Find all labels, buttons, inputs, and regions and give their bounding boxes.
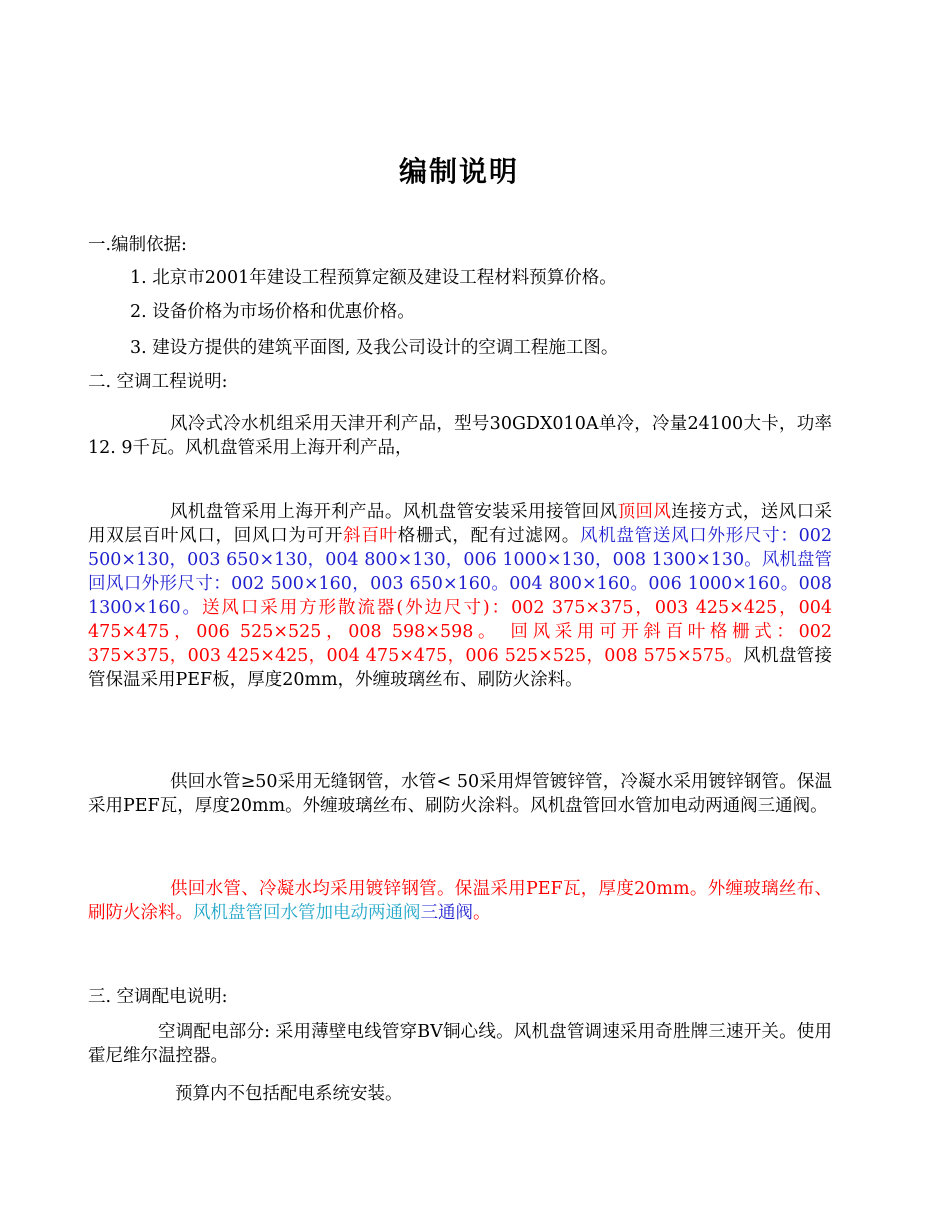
section1-item-3: 3. 建设方提供的建筑平面图, 及我公司设计的空调工程施工图。 — [130, 338, 619, 358]
section1-item-1: 1. 北京市2001年建设工程预算定额及建设工程材料预算价格。 — [130, 268, 617, 288]
page-title: 编制说明 — [398, 155, 519, 188]
p2-text-3: 格栅式，配有过滤网。 — [397, 526, 580, 546]
p2-highlight-top-return: 顶回风 — [617, 502, 672, 522]
p4-text-end: 。 — [473, 903, 491, 923]
section2-paragraph-2 — [88, 500, 832, 692]
section2-paragraph-1: 风冷式冷水机组采用天津开利产品，型号30GDX010A单冷，冷量24100大卡，功率12. 9千瓦。风机盘管采用上海开利产品， — [88, 414, 832, 458]
section3-paragraph-2: 预算内不包括配电系统安装。 — [175, 1084, 403, 1104]
section2-heading: 二. 空调工程说明: — [88, 372, 228, 392]
p4-text-red: 供回水管、冷凝水均采用镀锌钢管。保温采用PEF瓦，厚度20mm。外缠玻璃丝布、刷防火涂料。 — [88, 879, 832, 923]
p4-text-blue: 三通阀 — [420, 903, 473, 923]
p2-text-1: 风机盘管采用上海开利产品。风机盘管安装采用接管回风 — [170, 502, 618, 522]
section2-paragraph-3: 供回水管≥50采用无缝钢管，水管< 50采用焊管镀锌管，冷凝水采用镀锌钢管。保温采用PEF瓦，厚度20mm。外缠玻璃丝布、刷防火涂料。风机盘管回水管加电动两通阀三通阀。 — [88, 772, 832, 816]
p4-text-cyan: 风机盘管回水管加电动两通阀 — [193, 903, 421, 923]
section2-paragraph-4 — [88, 877, 832, 925]
p2-text-4: 风机盘管接管保温采用PEF板，厚度20mm，外缠玻璃丝布、刷防火涂料。 — [88, 646, 833, 690]
section1-item-2: 2. 设备价格为市场价格和优惠价格。 — [130, 302, 415, 322]
p2-text-2: 连接方式，送风口采用双层百叶风口，回风口为可开 — [88, 502, 833, 546]
section1-heading: 一.编制依据: — [88, 235, 187, 255]
p2-diffuser-sizes: 送风口采用方形散流器(外边尺寸)：002 375×375，003 425×425，004 475×475，006 525×525，008 598×598。 回风采用可开斜百叶格栅式：002 375×375，003 425×425，004 475×475，006 525×525，008 575×575。 — [88, 598, 832, 666]
section3-paragraph-1: 空调配电部分: 采用薄壁电线管穿BV铜心线。风机盘管调速采用奇胜牌三速开关。使用霍尼维尔温控器。 — [88, 1022, 832, 1066]
section3-heading: 三. 空调配电说明: — [88, 987, 228, 1007]
p2-supply-return-sizes: 风机盘管送风口外形尺寸：002 500×130，003 650×130，004 800×130，006 1000×130，008 1300×130。风机盘管回风口外形尺寸：002 500×160，003 650×160。004 800×160。006 1000×160。008 1300×160。 — [88, 526, 833, 618]
p2-highlight-louver: 斜百叶 — [343, 526, 398, 546]
